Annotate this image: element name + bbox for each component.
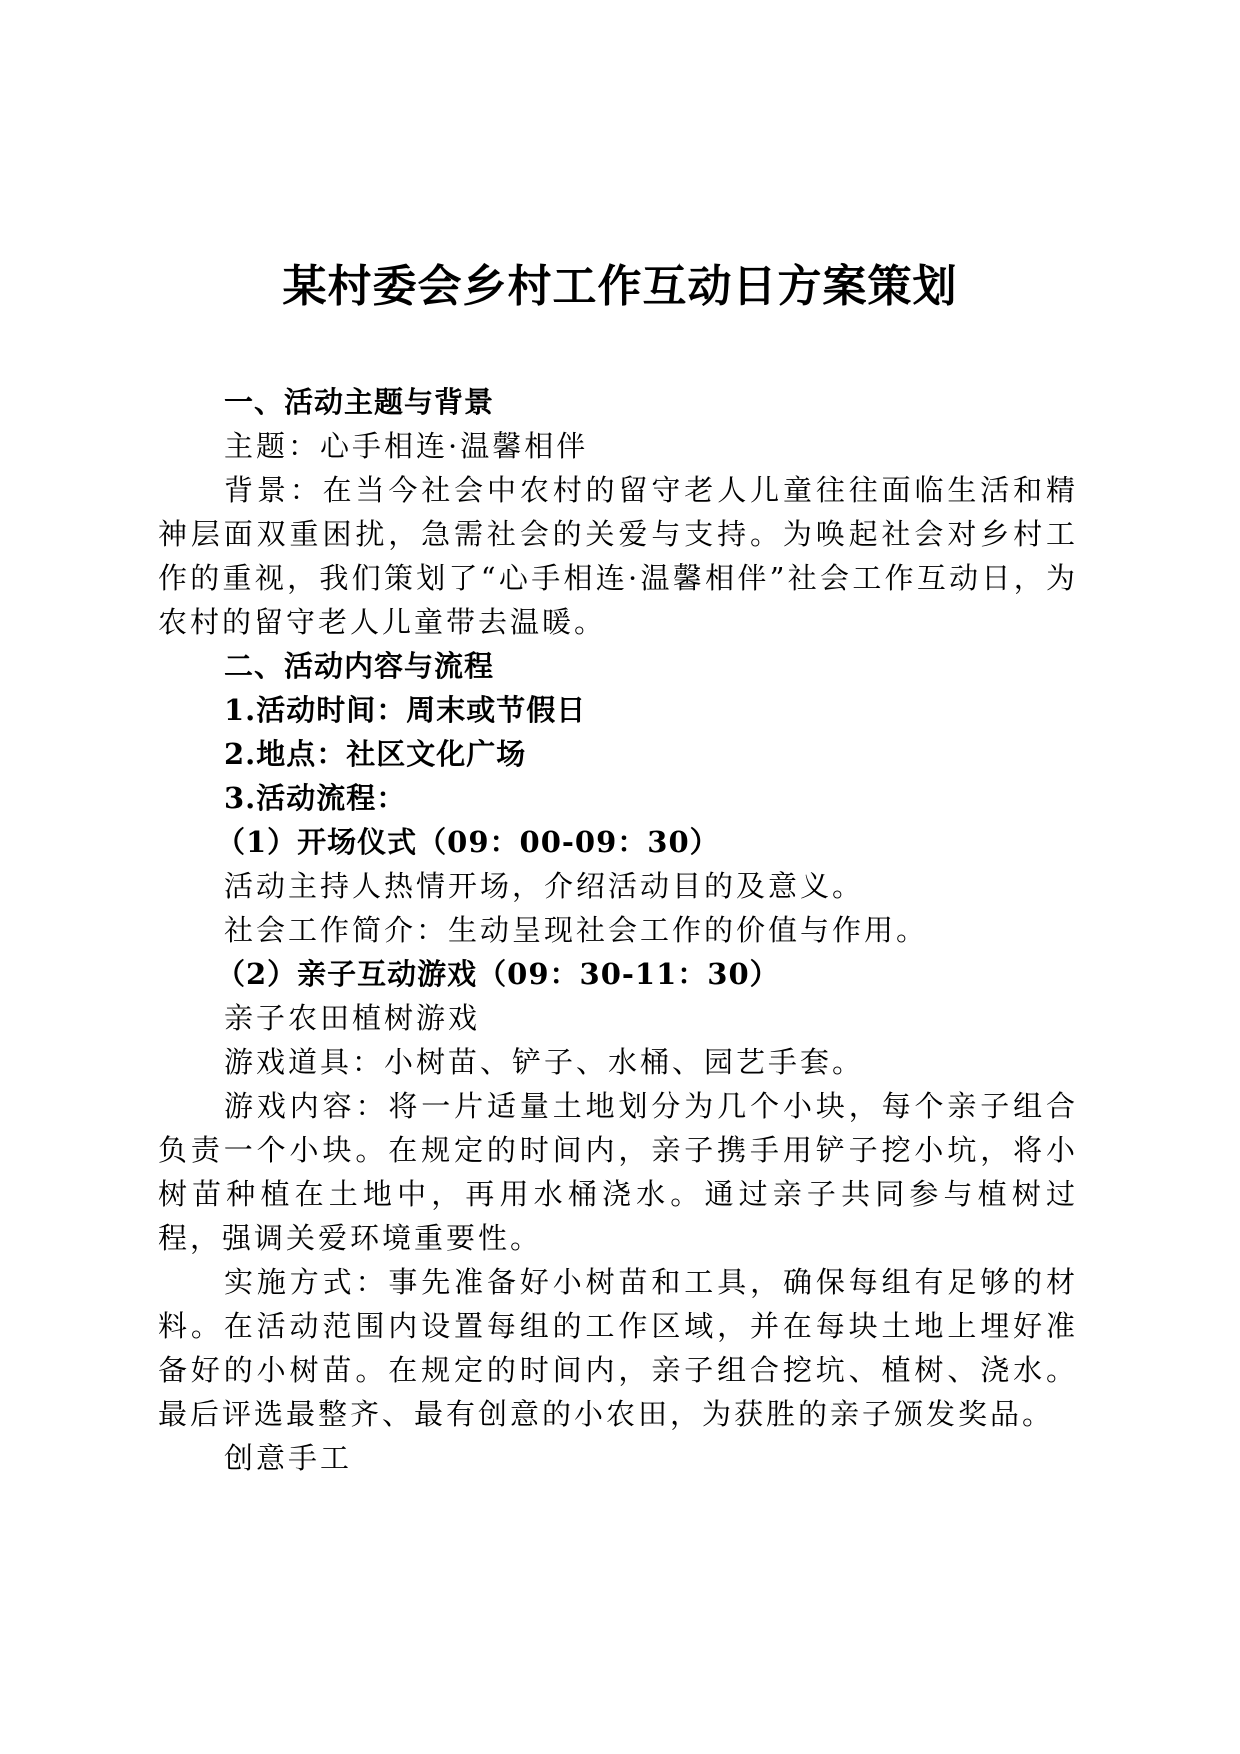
document-title: 某村委会乡村工作互动日方案策划 bbox=[282, 261, 958, 312]
section-heading-theme: 一、活动主题与背景 bbox=[224, 385, 495, 419]
paragraph-game-name: 亲子农田植树游戏 bbox=[224, 1001, 481, 1035]
subheading-games: （2）亲子互动游戏（09：30-11：30） bbox=[216, 957, 780, 991]
section-heading-content: 二、活动内容与流程 bbox=[224, 649, 495, 683]
subheading-opening: （1）开场仪式（09：00-09：30） bbox=[216, 825, 720, 859]
paragraph-game-content: 游戏内容：将一片适量土地划分为几个小块，每个亲子组合负责一个小块。在规定的时间内，亲子携手用铲子挖小坑，将小树苗种植在土地中，再用水桶浇水。通过亲子共同参与植树过程，强调关爱环境重要性。 bbox=[158, 1089, 1078, 1255]
paragraph-theme: 主题：心手相连·温馨相伴 bbox=[224, 429, 589, 463]
document-body bbox=[158, 380, 1078, 1480]
paragraph-background: 背景：在当今社会中农村的留守老人儿童往往面临生活和精神层面双重困扰，急需社会的关爱与支持。为唤起社会对乡村工作的重视，我们策划了“心手相连·温馨相伴”社会工作互动日，为农村的留守老人儿童带去温暖。 bbox=[158, 473, 1078, 639]
paragraph-game-props: 游戏道具：小树苗、铲子、水桶、园艺手套。 bbox=[224, 1045, 865, 1079]
item-location: 2.地点：社区文化广场 bbox=[224, 737, 527, 771]
paragraph-opening-intro: 社会工作简介：生动呈现社会工作的价值与作用。 bbox=[224, 913, 929, 947]
item-process: 3.活动流程： bbox=[224, 781, 407, 815]
item-time: 1.活动时间：周末或节假日 bbox=[224, 693, 587, 727]
paragraph-game-method: 实施方式：事先准备好小树苗和工具，确保每组有足够的材料。在活动范围内设置每组的工作区域，并在每块土地上埋好准备好的小树苗。在规定的时间内，亲子组合挖坑、植树、浇水。最后评选最整齐、最有创意的小农田，为获胜的亲子颁发奖品。 bbox=[158, 1265, 1078, 1431]
paragraph-opening-host: 活动主持人热情开场，介绍活动目的及意义。 bbox=[224, 869, 865, 903]
paragraph-crafts: 创意手工 bbox=[224, 1441, 353, 1475]
